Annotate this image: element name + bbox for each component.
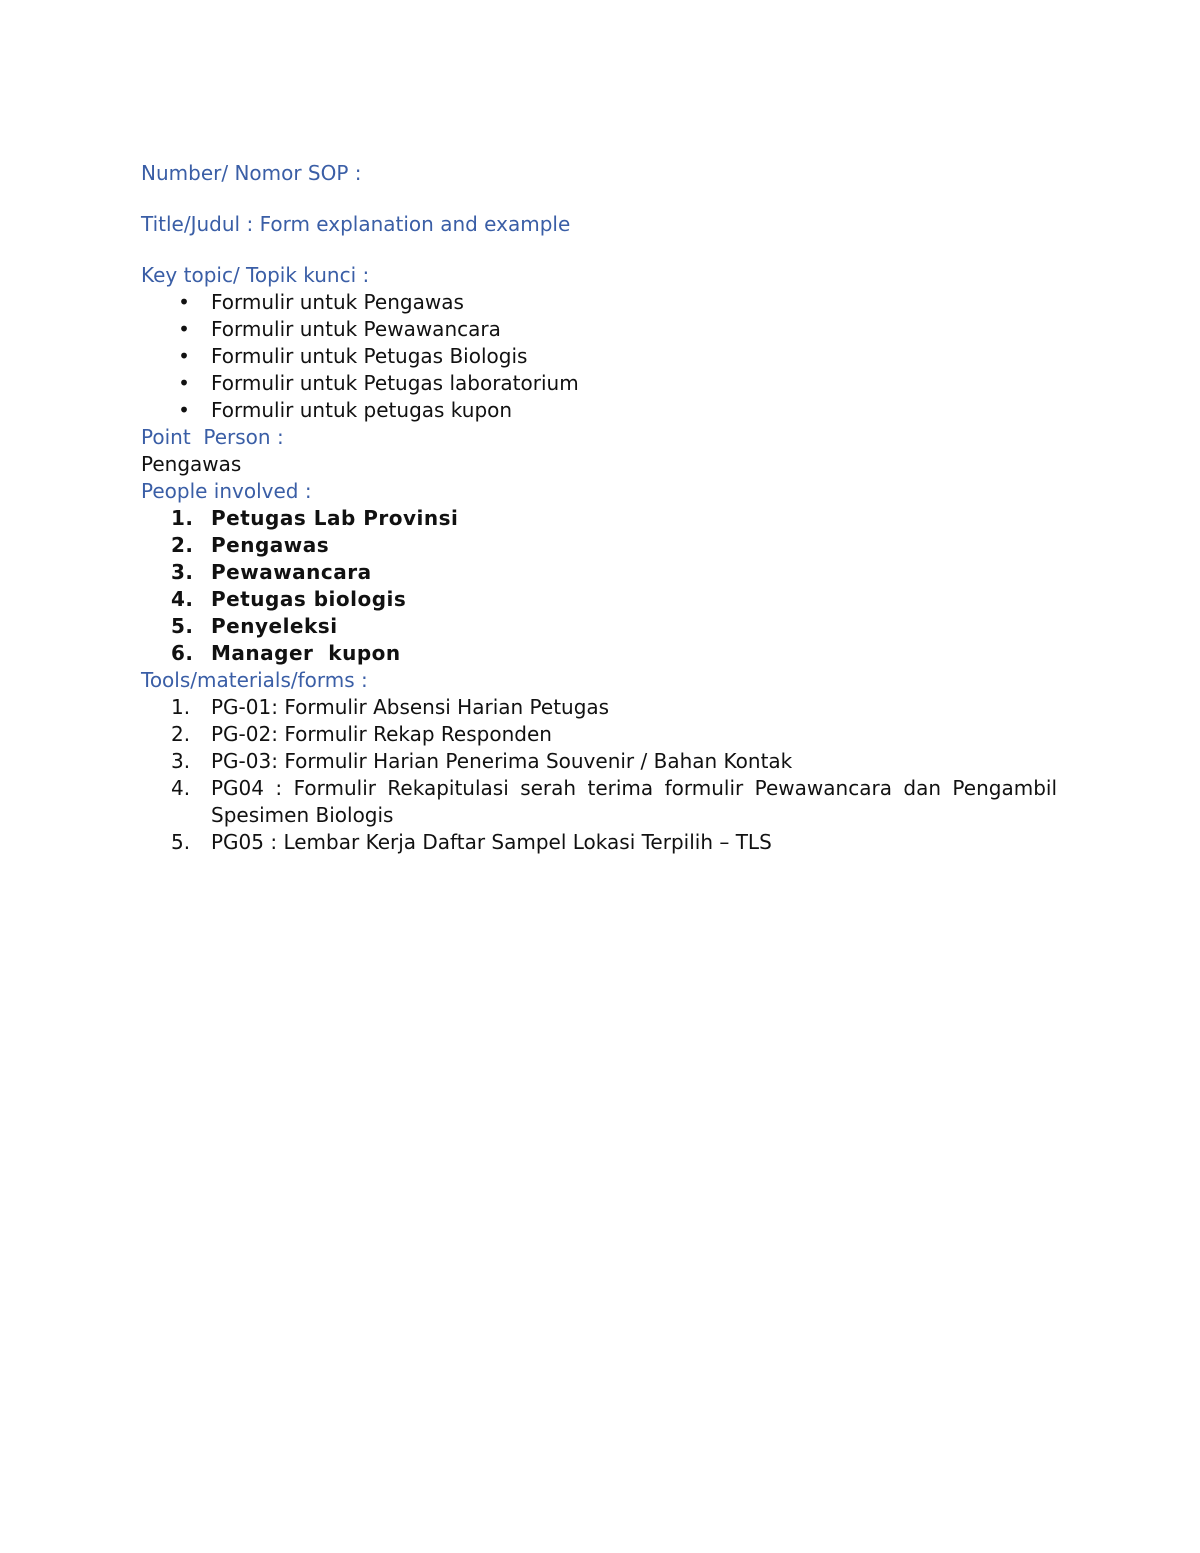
list-item-text: PG04 : Formulir Rekapitulasi serah terima formulir Pewawancara dan Pengambil Spesimen Biologis [211, 776, 1057, 827]
list-item [141, 316, 1057, 343]
tools-label: Tools/materials/forms : [141, 668, 368, 692]
list-number: 5. [171, 830, 191, 854]
list-item-text: PG-02: Formulir Rekap Responden [211, 722, 552, 746]
key-topic-label: Key topic/ Topik kunci : [141, 263, 370, 287]
list-item [141, 343, 1057, 370]
list-item-text: Pengawas [211, 533, 330, 557]
list-item [141, 532, 1057, 559]
list-item-text: PG-03: Formulir Harian Penerima Souvenir / Bahan Kontak [211, 749, 793, 773]
list-number: 2. [171, 722, 191, 746]
point-person-value: Pengawas [141, 452, 242, 476]
sop-number-label: Number/ Nomor SOP : [141, 161, 362, 185]
bullet-icon: • [178, 290, 190, 314]
list-item-text: Manager kupon [211, 641, 401, 665]
list-item [141, 640, 1057, 667]
list-item [141, 289, 1057, 316]
list-item-text: Formulir untuk Pewawancara [211, 317, 501, 341]
list-item-text: Petugas Lab Provinsi [211, 506, 459, 530]
list-item [141, 721, 1057, 748]
list-item [141, 559, 1057, 586]
list-item [141, 775, 1057, 829]
list-number: 1. [171, 506, 194, 530]
bullet-icon: • [178, 344, 190, 368]
list-item [141, 505, 1057, 532]
document-page [141, 160, 1057, 856]
list-item-text: Petugas biologis [211, 587, 407, 611]
list-item [141, 370, 1057, 397]
list-item-text: Pewawancara [211, 560, 372, 584]
bullet-icon: • [178, 371, 190, 395]
people-involved-label: People involved : [141, 479, 312, 503]
bullet-icon: • [178, 317, 190, 341]
title-line [141, 211, 1057, 238]
list-item [141, 748, 1057, 775]
list-item [141, 586, 1057, 613]
list-item-text: Formulir untuk petugas kupon [211, 398, 513, 422]
title-label: Title/Judul : [141, 212, 254, 236]
list-item-text: Formulir untuk Petugas laboratorium [211, 371, 579, 395]
bullet-icon: • [178, 398, 190, 422]
list-item-text: Formulir untuk Petugas Biologis [211, 344, 528, 368]
tools-list [141, 694, 1057, 856]
point-person-label: Point Person : [141, 425, 284, 449]
list-item-text: Penyeleksi [211, 614, 338, 638]
list-item [141, 397, 1057, 424]
list-number: 4. [171, 587, 194, 611]
list-number: 5. [171, 614, 194, 638]
key-topic-list [141, 289, 1057, 424]
list-item [141, 694, 1057, 721]
list-item-text: PG-01: Formulir Absensi Harian Petugas [211, 695, 610, 719]
list-item-text: PG05 : Lembar Kerja Daftar Sampel Lokasi Terpilih – TLS [211, 830, 772, 854]
list-item [141, 829, 1057, 856]
list-number: 2. [171, 533, 194, 557]
title-value: Form explanation and example [259, 212, 571, 236]
list-number: 1. [171, 695, 191, 719]
list-item [141, 613, 1057, 640]
list-number: 3. [171, 749, 191, 773]
list-number: 6. [171, 641, 194, 665]
people-list [141, 505, 1057, 667]
list-number: 4. [171, 776, 191, 800]
list-number: 3. [171, 560, 194, 584]
list-item-text: Formulir untuk Pengawas [211, 290, 464, 314]
